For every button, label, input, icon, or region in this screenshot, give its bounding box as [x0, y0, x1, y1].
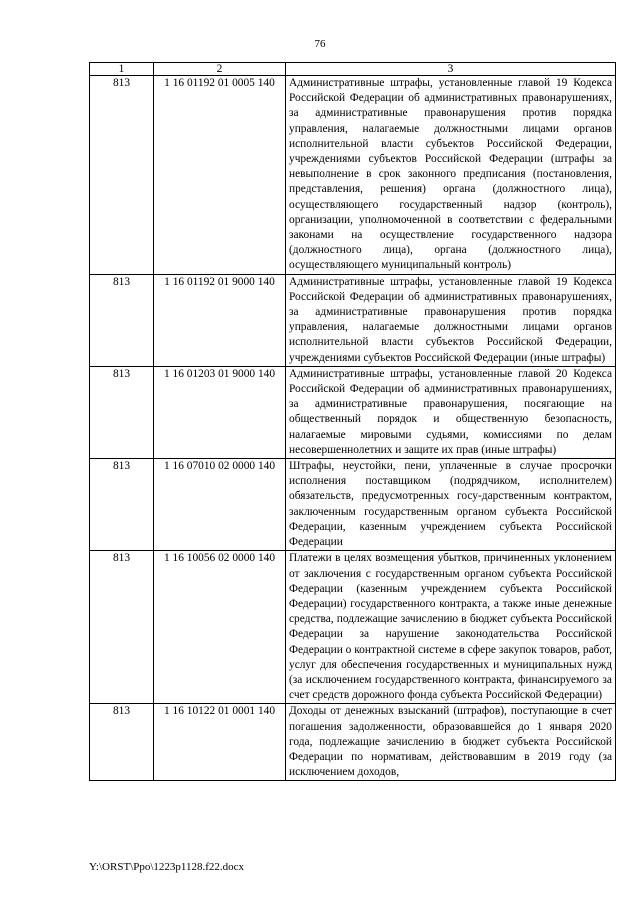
income-code-cell: 1 16 01192 01 0005 140	[154, 76, 286, 275]
admin-code-cell: 813	[90, 459, 154, 551]
description-cell: Платежи в целях возмещения убытков, причиненных уклонением от заключения с государственным органом субъекта Российской Федерации (казенным учреждением субъекта Российской Федерации) государственного контракта, а также иные денежные средства, подлежащие зачислению в бюджет субъекта Российской Федерации за нарушение законодательства Российской Федерации о контрактной системе в сфере закупок товаров, работ, услуг для обеспечения государственных и муниципальных нужд (за исключением государственного контракта, финансируемого за счет средств дорожного фонда субъекта Российской Федерации)	[286, 551, 616, 704]
description-cell: Административные штрафы, установленные главой 20 Кодекса Российской Федерации об административных правонарушениях, за административные правонарушения, посягающие на общественный порядок и общественную безопасность, налагаемые мировыми судьями, комиссиями по делам несовершеннолетних и защите их прав (иные штрафы)	[286, 366, 616, 458]
column-header-2: 2	[154, 63, 286, 76]
description-cell: Административные штрафы, установленные главой 19 Кодекса Российской Федерации об административных правонарушениях, за административные правонарушения против порядка управления, налагаемые должностными лицами органов исполнительной власти субъектов Российской Федерации, учреждениями субъектов Российской Федерации (иные штрафы)	[286, 274, 616, 366]
budget-classification-table	[89, 62, 616, 781]
table-row	[90, 704, 616, 781]
table-row	[90, 76, 616, 275]
income-code-cell: 1 16 10122 01 0001 140	[154, 704, 286, 781]
income-code-cell: 1 16 01192 01 9000 140	[154, 274, 286, 366]
table-row	[90, 366, 616, 458]
column-header-1: 1	[90, 63, 154, 76]
table-row	[90, 551, 616, 704]
description-cell: Штрафы, неустойки, пени, уплаченные в случае просрочки исполнения поставщиком (подрядчиком, исполнителем) обязательств, предусмотренных госу-дарственным контрактом, заключенным государственным органом субъекта Российской Федерации, казенным учреждением субъекта Российской Федерации	[286, 459, 616, 551]
column-header-3: 3	[286, 63, 616, 76]
admin-code-cell: 813	[90, 76, 154, 275]
page-number: 76	[314, 38, 326, 50]
income-code-cell: 1 16 07010 02 0000 140	[154, 459, 286, 551]
description-cell: Административные штрафы, установленные главой 19 Кодекса Российской Федерации об административных правонарушениях, за административные правонарушения против порядка управления, налагаемые должностными лицами органов исполнительной власти субъектов Российской Федерации, учреждениями субъектов Российской Федерации (штрафы за невыполнение в срок законного предписания (постановления, представления, решения) органа (должностного лица), осуществляющего государственный надзор (контроль), организации, уполномоченной в соответствии с федеральными законами на осуществление государственного надзора (должностного лица), органа (должностного лица), осуществляющего муниципальный контроль)	[286, 76, 616, 275]
admin-code-cell: 813	[90, 274, 154, 366]
table-header-row	[90, 63, 616, 76]
admin-code-cell: 813	[90, 366, 154, 458]
table-row	[90, 459, 616, 551]
footer-file-path: Y:\ORST\Ppo\1223p1128.f22.docx	[89, 861, 245, 873]
description-cell: Доходы от денежных взысканий (штрафов), поступающие в счет погашения задолженности, образовавшейся до 1 января 2020 года, подлежащие зачислению в бюджет субъекта Российской Федерации по нормативам, действовавшим в 2019 году (за исключением доходов,	[286, 704, 616, 781]
admin-code-cell: 813	[90, 704, 154, 781]
income-code-cell: 1 16 01203 01 9000 140	[154, 366, 286, 458]
table-row	[90, 274, 616, 366]
income-code-cell: 1 16 10056 02 0000 140	[154, 551, 286, 704]
admin-code-cell: 813	[90, 551, 154, 704]
